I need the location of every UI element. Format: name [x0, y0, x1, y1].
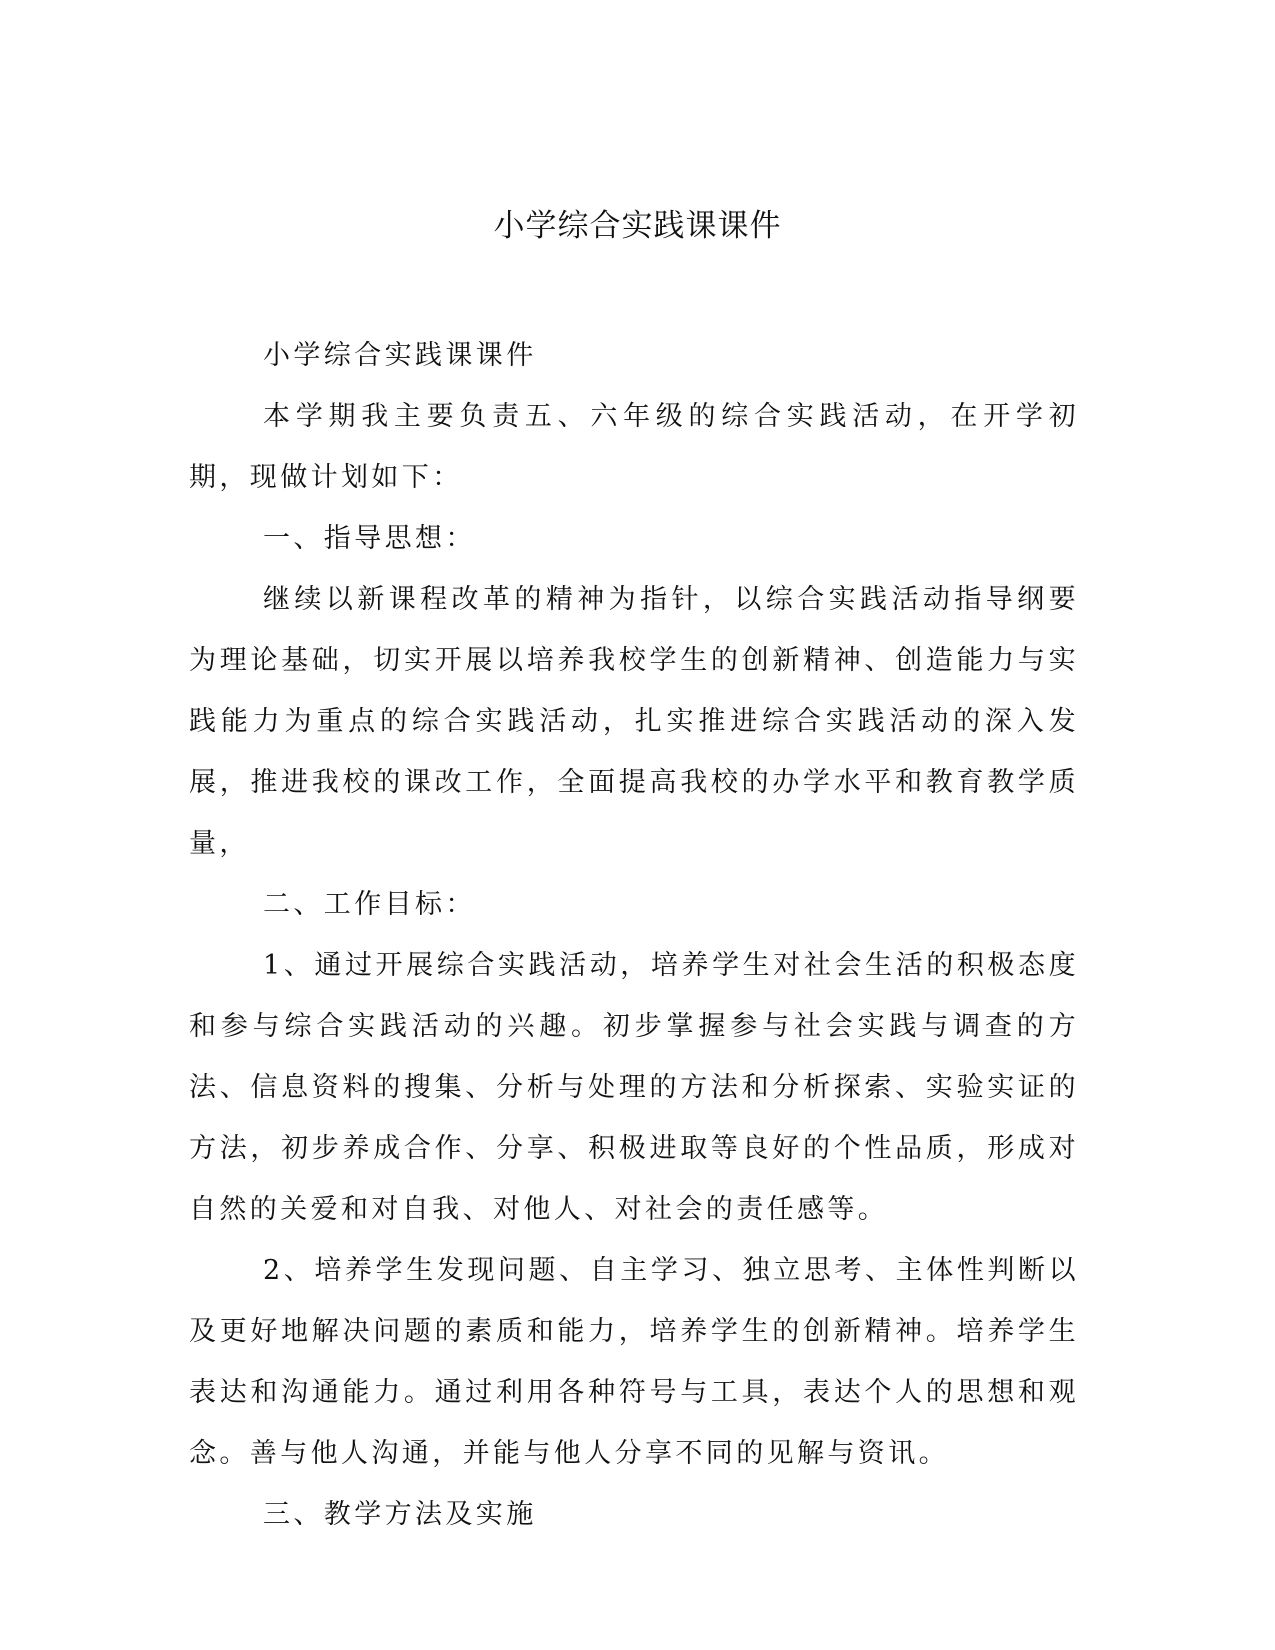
- section-heading-teaching-methods: 三、教学方法及实施: [263, 1499, 537, 1530]
- paragraph-goal-1: 1、通过开展综合实践活动，培养学生对社会生活的积极态度和参与综合实践活动的兴趣。初步掌握参与社会实践与调查的方法、信息资料的搜集、分析与处理的方法和分析探索、实验实证的方法，初步养成合作、分享、积极进取等良好的个性品质，形成对自然的关爱和对自我、对他人、对社会的责任感等。: [189, 950, 1079, 1225]
- paragraph-intro: 本学期我主要负责五、六年级的综合实践活动，在开学初期，现做计划如下：: [189, 401, 1079, 493]
- document-body: [189, 325, 1079, 1545]
- document-title: 小学综合实践课课件: [493, 208, 782, 244]
- section-heading-guiding-thought: 一、指导思想：: [263, 523, 476, 554]
- paragraph-goal-2: 2、培养学生发现问题、自主学习、独立思考、主体性判断以及更好地解决问题的素质和能力，培养学生的创新精神。培养学生表达和沟通能力。通过利用各种符号与工具，表达个人的思想和观念。善与他人沟通，并能与他人分享不同的见解与资讯。: [189, 1255, 1079, 1469]
- paragraph-guiding-thought: 继续以新课程改革的精神为指针，以综合实践活动指导纲要为理论基础，切实开展以培养我校学生的创新精神、创造能力与实践能力为重点的综合实践活动，扎实推进综合实践活动的深入发展，推进我校的课改工作，全面提高我校的办学水平和教育教学质量，: [189, 584, 1079, 859]
- paragraph-subtitle: 小学综合实践课课件: [263, 340, 537, 371]
- section-heading-work-goals: 二、工作目标：: [263, 889, 476, 920]
